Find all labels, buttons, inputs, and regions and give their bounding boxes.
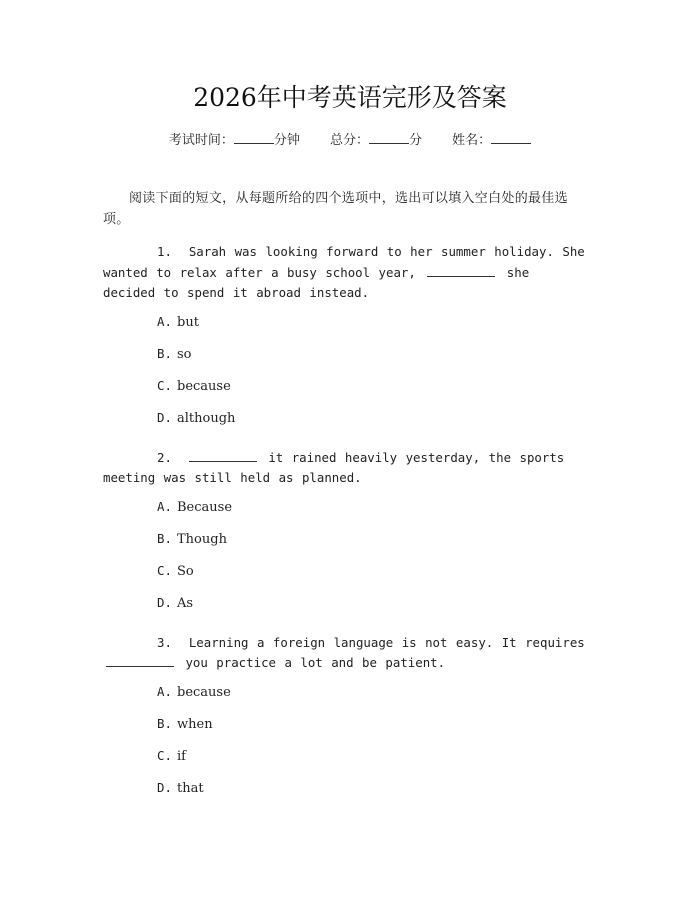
- option-text: when: [177, 716, 213, 732]
- question-text-before: Sarah was looking forward to her summer holiday. She wanted to relax after a busy school year,: [103, 244, 585, 280]
- option-letter: D.: [157, 594, 172, 610]
- option-text: but: [177, 314, 199, 330]
- options-list: [103, 497, 586, 625]
- score-label: 总分：: [329, 133, 369, 148]
- option-text: so: [177, 346, 192, 362]
- option-letter: D.: [157, 779, 172, 795]
- options-list: [103, 312, 586, 440]
- option-text: if: [177, 748, 186, 764]
- option-c[interactable]: [103, 746, 586, 778]
- question-number: 3.: [157, 634, 172, 650]
- option-b[interactable]: [103, 529, 586, 561]
- total-score-field: [330, 131, 422, 151]
- question-block: [103, 448, 586, 625]
- option-b[interactable]: [103, 344, 586, 376]
- answer-blank[interactable]: [189, 449, 257, 462]
- option-b[interactable]: [103, 714, 586, 746]
- option-letter: A.: [157, 683, 172, 699]
- time-label: 考试时间：: [168, 133, 234, 148]
- option-text: So: [177, 563, 194, 579]
- option-letter: A.: [157, 498, 172, 514]
- question-number: 1.: [157, 244, 172, 259]
- option-text: because: [177, 378, 231, 394]
- question-text-after: it rained heavily yesterday, the sports meeting was still held as planned.: [103, 449, 565, 485]
- option-c[interactable]: [103, 376, 586, 408]
- option-text: although: [177, 410, 236, 426]
- option-text: Though: [177, 531, 227, 547]
- exam-body: [103, 188, 586, 818]
- option-letter: A.: [157, 313, 172, 329]
- option-letter: C.: [157, 747, 172, 763]
- option-letter: B.: [157, 345, 172, 361]
- option-letter: C.: [157, 562, 172, 578]
- option-text: that: [177, 780, 204, 796]
- name-field: [452, 131, 531, 151]
- option-a[interactable]: [103, 682, 586, 714]
- exam-time-field: [169, 131, 300, 151]
- exam-info-line: [0, 131, 700, 151]
- score-unit: 分: [409, 133, 423, 148]
- time-unit: 分钟: [273, 133, 300, 148]
- question-number: 2.: [157, 449, 172, 465]
- name-label: 姓名：: [452, 133, 492, 148]
- question-block: [103, 633, 586, 810]
- question-text: [103, 633, 586, 674]
- option-d[interactable]: [103, 593, 586, 625]
- score-blank[interactable]: [369, 131, 409, 144]
- option-text: Because: [177, 499, 233, 515]
- option-text: As: [177, 595, 194, 611]
- option-d[interactable]: [103, 408, 586, 440]
- name-blank[interactable]: [491, 131, 531, 144]
- option-letter: B.: [157, 530, 172, 546]
- option-text: because: [177, 684, 231, 700]
- time-blank[interactable]: [234, 131, 274, 144]
- option-d[interactable]: [103, 778, 586, 810]
- answer-blank[interactable]: [106, 654, 174, 667]
- options-list: [103, 682, 586, 810]
- question-text: [103, 242, 586, 304]
- page-title: 2026年中考英语完形及答案: [193, 83, 507, 112]
- question-text-after: you practice a lot and be patient.: [185, 655, 446, 670]
- option-a[interactable]: [103, 312, 586, 344]
- question-text-before: Learning a foreign language is not easy. It requires: [188, 634, 585, 650]
- question-block: [103, 242, 586, 440]
- option-a[interactable]: [103, 497, 586, 529]
- option-letter: B.: [157, 715, 172, 731]
- question-text-after: she decided to spend it abroad instead.: [103, 264, 530, 300]
- instructions: 阅读下面的短文，从每题所给的四个选项中，选出可以填入空白处的最佳选项。: [103, 191, 568, 227]
- option-c[interactable]: [103, 561, 586, 593]
- answer-blank[interactable]: [427, 264, 495, 277]
- option-letter: D.: [157, 409, 172, 425]
- option-letter: C.: [157, 377, 172, 393]
- question-text: [103, 448, 586, 489]
